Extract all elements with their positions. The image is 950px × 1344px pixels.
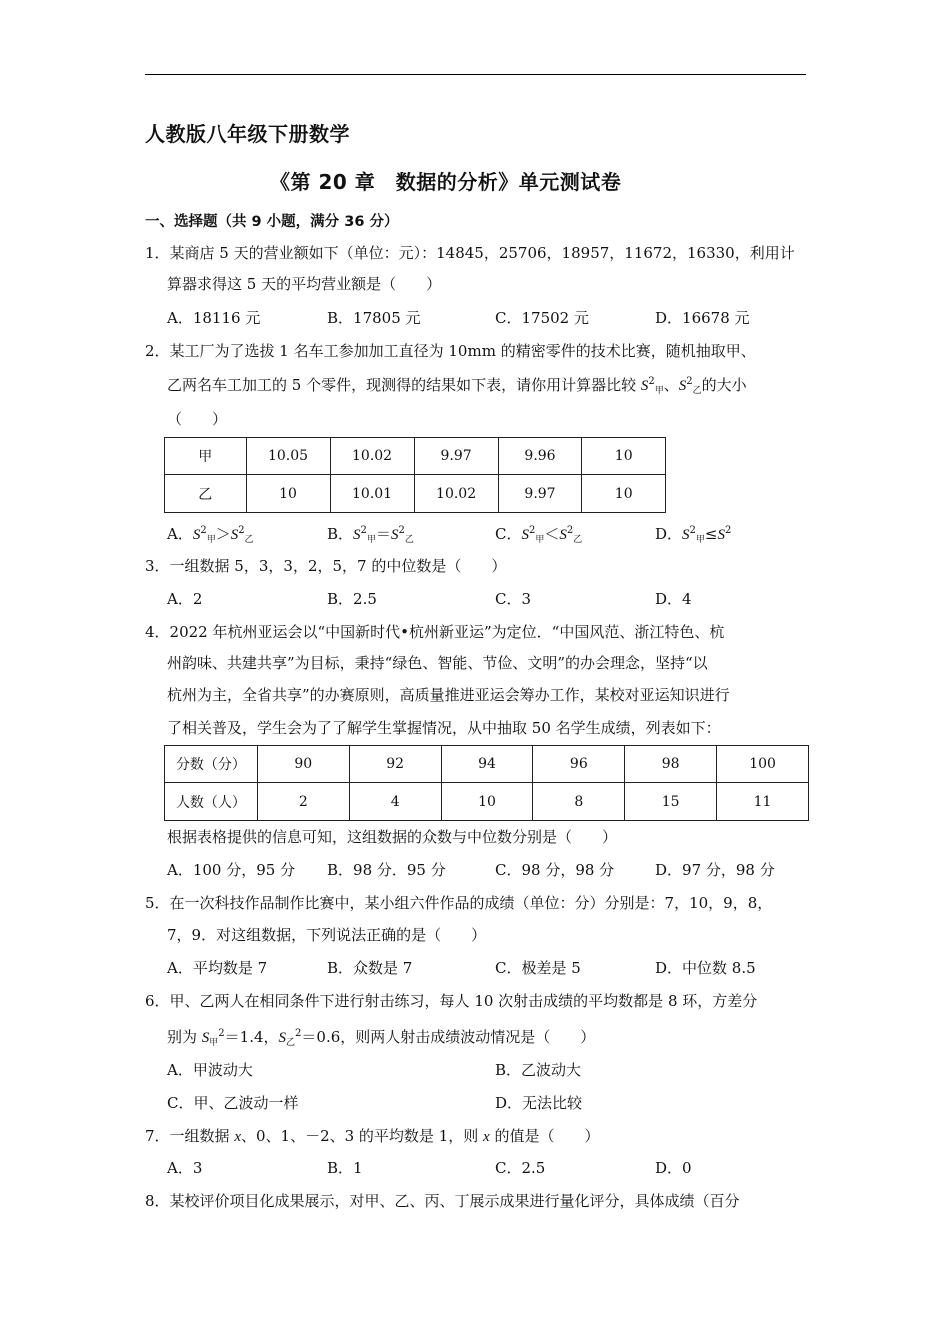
table-cell: 15: [625, 783, 717, 821]
q5-option-a: A．平均数是 7: [167, 959, 268, 977]
q6-option-c: C．甲、乙波动一样: [167, 1094, 299, 1112]
q4-line1: 4．2022 年杭州亚运会以“中国新时代•杭州新亚运”为定位．“中国风范、浙江特色、杭: [145, 623, 725, 641]
q4-option-c: C．98 分，98 分: [495, 861, 615, 879]
q1-option-c: C．17502 元: [495, 309, 589, 327]
table-cell: 100: [717, 746, 809, 783]
table-cell: 10: [246, 475, 330, 513]
q3-line1: 3．一组数据 5，3，3，2，5，7 的中位数是（ ）: [145, 557, 507, 575]
q8-line1: 8．某校评价项目化成果展示，对甲、乙、丙、丁展示成果进行量化评分，具体成绩（百分: [145, 1192, 740, 1210]
q5-option-b: B．众数是 7: [327, 959, 413, 977]
q6-line1: 6．甲、乙两人在相同条件下进行射击练习，每人 10 次射击成绩的平均数都是 8 环，方差分: [145, 992, 758, 1010]
table-cell: 分数（分）: [165, 746, 258, 783]
q6-option-a: A．甲波动大: [167, 1061, 253, 1079]
q4-line5: 根据表格提供的信息可知，这组数据的众数与中位数分别是（ ）: [167, 828, 618, 846]
q7-option-b: B．1: [327, 1159, 363, 1177]
q2-line3: （ ）: [167, 410, 228, 428]
q1-option-a: A．18116 元: [167, 309, 261, 327]
table-cell: 9.97: [414, 438, 498, 475]
section-heading: 一、选择题（共 9 小题，满分 36 分）: [145, 214, 399, 230]
q4-option-b: B．98 分．95 分: [327, 861, 446, 879]
table-cell: 10.02: [330, 438, 414, 475]
q5-option-d: D．中位数 8.5: [655, 959, 756, 977]
table-cell: 94: [441, 746, 533, 783]
q7-line1: 7．一组数据 x、0、1、－2、3 的平均数是 1，则 x 的值是（ ）: [145, 1127, 600, 1145]
q2-option-b: B．$S^2_甲=S^2_乙$: [327, 525, 414, 545]
table-cell: 8: [533, 783, 625, 821]
q4-option-a: A．100 分，95 分: [167, 861, 296, 879]
q1-option-b: B．17805 元: [327, 309, 421, 327]
header-rule: [145, 74, 806, 75]
table-cell: 92: [349, 746, 441, 783]
table-cell: 10.05: [246, 438, 330, 475]
q2-option-a: A．$S^2_甲>S^2_乙$: [167, 525, 254, 545]
doc-subtitle: 《第 20 章 数据的分析》单元测试卷: [270, 170, 622, 194]
q4-line2: 州韵味、共建共享”为目标，秉持“绿色、智能、节俭、文明”的办会理念，坚持“以: [167, 654, 708, 672]
table-cell: 4: [349, 783, 441, 821]
table-row: [165, 475, 666, 513]
table-cell: 11: [717, 783, 809, 821]
q6-option-d: D．无法比较: [495, 1094, 583, 1112]
doc-title: 人教版八年级下册数学: [145, 122, 350, 146]
q4-line3: 杭州为主，全省共享”的办赛原则，高质量推进亚运会筹办工作，某校对亚运知识进行: [167, 686, 730, 704]
q7-option-a: A．3: [167, 1159, 203, 1177]
table-cell: 98: [625, 746, 717, 783]
q3-option-a: A．2: [167, 590, 203, 608]
table-row: [165, 746, 809, 783]
table-cell: 9.96: [498, 438, 582, 475]
table-cell: 10: [441, 783, 533, 821]
q6-line2: 别为 $S_甲^2=1.4$，$S_乙^2=0.6$，则两人射击成绩波动情况是（ ）: [167, 1028, 596, 1048]
table-row: [165, 783, 809, 821]
q6-option-b: B．乙波动大: [495, 1061, 582, 1079]
table-cell: 甲: [165, 438, 247, 475]
table-cell: 9.97: [498, 475, 582, 513]
q2-option-d: D．$S^2_甲\le S^2$: [655, 525, 732, 545]
q3-option-b: B．2.5: [327, 590, 377, 608]
q5-line2: 7，9．对这组数据，下列说法正确的是（ ）: [167, 926, 487, 944]
table-cell: 10: [582, 475, 666, 513]
q2-line1: 2．某工厂为了选拔 1 名车工参加加工直径为 10mm 的精密零件的技术比赛，随机抽取甲、: [145, 342, 756, 360]
q7-option-c: C．2.5: [495, 1159, 546, 1177]
q4-line4: 了相关普及，学生会为了了解学生掌握情况，从中抽取 50 名学生成绩，列表如下：: [167, 719, 721, 737]
table-cell: 人数（人）: [165, 783, 258, 821]
q5-line1: 5．在一次科技作品制作比赛中，某小组六件作品的成绩（单位：分）分别是：7，10，9，8，: [145, 894, 773, 912]
q2-option-c: C．$S^2_甲<S^2_乙$: [495, 525, 583, 545]
table-cell: 96: [533, 746, 625, 783]
table-row: [165, 438, 666, 475]
q2-data-table: [164, 437, 666, 513]
q2-line2: 乙两名车工加工的 5 个零件，现测得的结果如下表，请你用计算器比较 $S^2_甲$、$S^2_乙$的大小: [167, 376, 747, 396]
q1-line1: 1．某商店 5 天的营业额如下（单位：元）：14845，25706，18957，11672，16330，利用计: [145, 244, 795, 262]
table-cell: 10.02: [414, 475, 498, 513]
q3-option-d: D．4: [655, 590, 692, 608]
q5-option-c: C．极差是 5: [495, 959, 581, 977]
table-cell: 10: [582, 438, 666, 475]
q7-option-d: D．0: [655, 1159, 692, 1177]
table-cell: 10.01: [330, 475, 414, 513]
table-cell: 2: [257, 783, 349, 821]
q3-option-c: C．3: [495, 590, 532, 608]
q1-option-d: D．16678 元: [655, 309, 750, 327]
q4-score-table: [164, 745, 809, 821]
table-cell: 90: [257, 746, 349, 783]
q4-option-d: D．97 分，98 分: [655, 861, 775, 879]
q1-line2: 算器求得这 5 天的平均营业额是（ ）: [167, 275, 442, 293]
table-cell: 乙: [165, 475, 247, 513]
